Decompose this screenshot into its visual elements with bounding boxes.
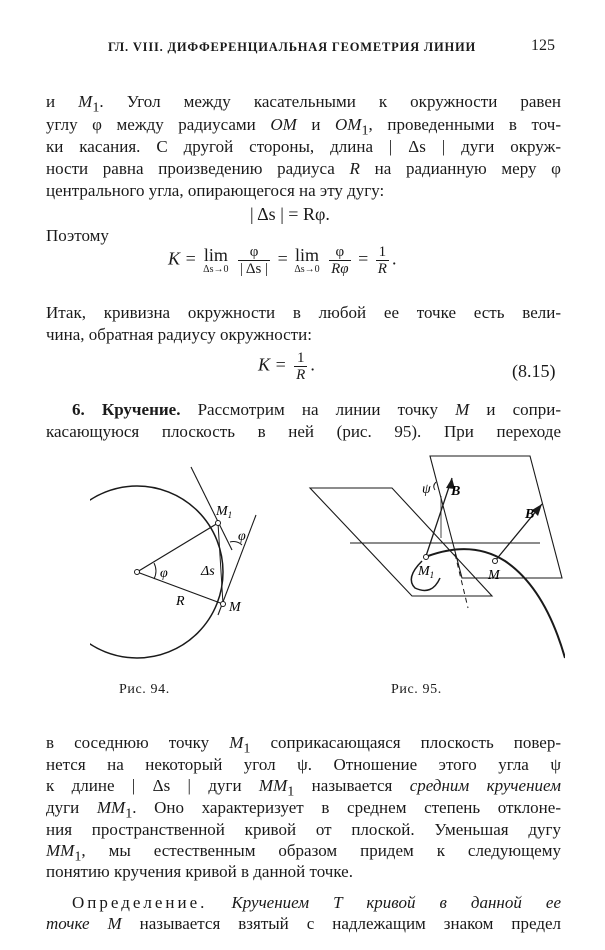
label-m: M	[488, 568, 500, 583]
para1-line4: ности равна произведению радиуса R на радианную меру φ	[46, 159, 561, 178]
formula-arc-length: | Δs | = Rφ.	[250, 204, 330, 224]
label-m: M	[229, 600, 241, 615]
section-line1: 6. Кручение. Рассмотрим на линии точку M и сопри-	[72, 400, 562, 419]
angle-arc-center	[154, 563, 156, 579]
figure-94	[90, 455, 290, 665]
para3-line5: ния пространственной кривой от плоской. Уменьшая дугу	[46, 820, 561, 839]
point-m1	[216, 521, 221, 526]
para3-line4: дуги $MM_1$. Оно характеризует в среднем степень отклоне-	[46, 798, 561, 822]
label-m1: $M_1$	[216, 504, 233, 520]
label-psi: ψ	[422, 482, 431, 497]
formula-curvature-circle: K = $\frac{1}{R}$ .	[258, 350, 315, 383]
para1-line3: ки касания. С другой стороны, длина | Δs | дуги окруж-	[46, 137, 561, 156]
space-curve	[428, 549, 565, 658]
para3-line7: понятию кручения кривой в данной точке.	[46, 862, 353, 881]
label-delta-s: Δs	[201, 564, 215, 579]
para3-line3: к длине | Δs | дуги $MM_1$ называется средним кручением	[46, 776, 561, 800]
para3-line6: $MM_1$, мы естественным образом придем к следующему	[46, 841, 561, 865]
section-line2: касающуюся плоскость в ней (рис. 95). При переходе	[46, 422, 561, 441]
figure-94-caption: Рис. 94.	[119, 682, 170, 697]
figure-95-caption: Рис. 95.	[391, 682, 442, 697]
equation-number: (8.15)	[512, 361, 556, 381]
label-binormal-m1: B	[451, 484, 461, 499]
point-m	[221, 602, 226, 607]
therefore-word: Поэтому	[46, 226, 109, 245]
para3-line2: нется на некоторый угол ψ. Отношение этого угла ψ	[46, 755, 561, 774]
para2-line1: Итак, кривизна окружности в любой ее точке есть вели-	[46, 303, 561, 322]
label-phi-tangent: φ	[238, 529, 246, 544]
page-number: 125	[531, 37, 555, 54]
label-m1: $M_1$	[418, 564, 435, 580]
para3-line1: в соседнюю точку $M_1$ соприкасающаяся плоскость повер-	[46, 733, 561, 757]
angle-psi-arc	[434, 482, 436, 490]
osculating-plane-m1	[310, 488, 492, 596]
definition-line1: Определение. Кручением T кривой в данной ее	[72, 893, 561, 912]
dashed-line	[455, 554, 468, 608]
point-m1	[424, 555, 429, 560]
label-phi-center: φ	[160, 566, 168, 581]
para1-line2: углу φ между радиусами OM и $OM_1$, проведенными в точ-	[46, 115, 561, 139]
formula-curvature-limit: K = lim Δs→0 $\frac{\varphi}{| \Delta s |}$ = lim Δs→0 $\frac{\varphi}{R\varphi}$ = $\frac{1}{R}$ .	[168, 244, 397, 277]
para1-line5: центрального угла, опирающегося на эту дугу:	[46, 181, 385, 200]
para1-line1: и $M_1$. Угол между касательными к окружности равен	[46, 92, 561, 116]
para2-line2: чина, обратная радиусу окружности:	[46, 325, 312, 344]
point-m	[493, 559, 498, 564]
definition-line2: точке M называется взятый с надлежащим знаком предел	[46, 914, 562, 933]
center-point	[135, 570, 140, 575]
label-binormal-m: B	[525, 507, 535, 522]
label-radius: R	[176, 594, 185, 609]
figure-95	[300, 448, 565, 673]
running-title: ГЛ. VIII. ДИФФЕРЕНЦИАЛЬНАЯ ГЕОМЕТРИЯ ЛИНИИ	[108, 40, 477, 54]
